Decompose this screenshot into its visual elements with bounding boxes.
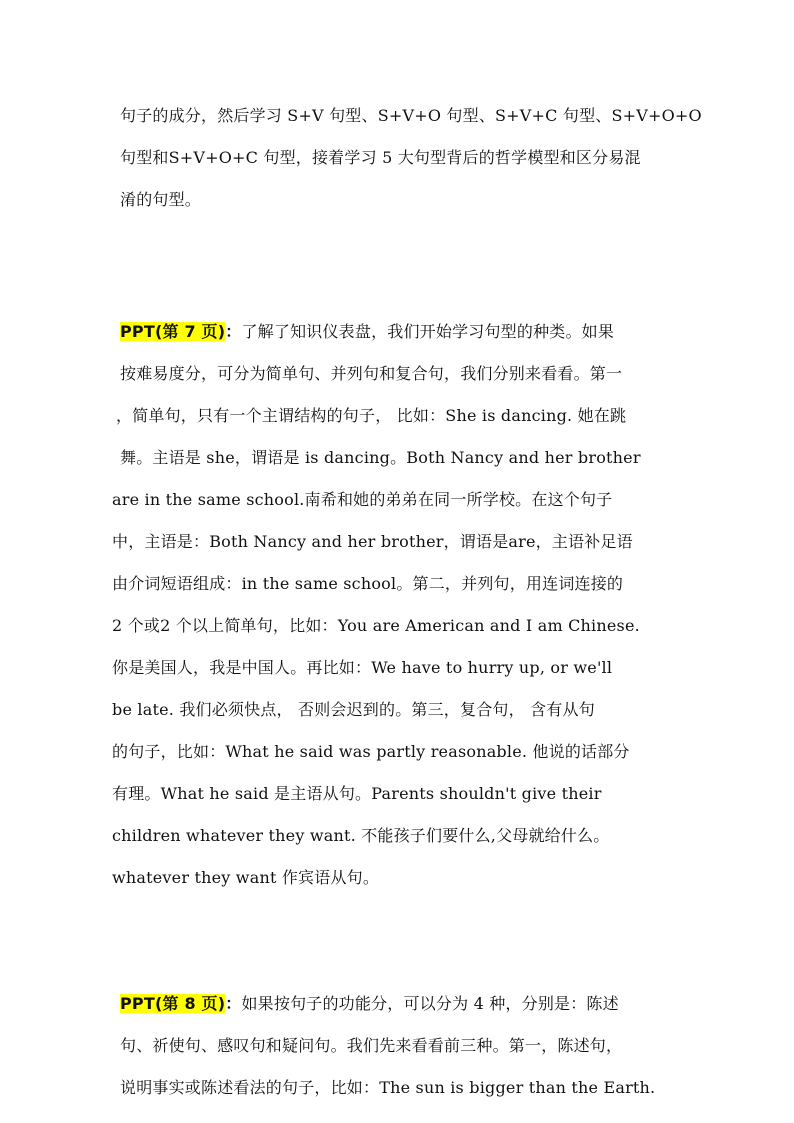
ppt7-line-11: 的句子，比如：What he said was partly reasonable. 他说的话部分 — [112, 742, 630, 761]
ppt7-label: PPT(第 7 页) — [120, 322, 226, 341]
ppt8-label: PPT(第 8 页) — [120, 994, 226, 1013]
ppt7-line-10: be late. 我们必须快点， 否则会迟到的。第三，复合句， 含有从句 — [112, 700, 595, 719]
ppt7-colon: ： — [225, 322, 242, 341]
ppt7-line-7: 由介词短语组成：in the same school。第二，并列句，用连词连接的 — [112, 574, 624, 593]
intro-line-2: 句型和S+V+O+C 句型，接着学习 5 大句型背后的哲学模型和区分易混 — [120, 148, 641, 167]
ppt7-line-12: 有理。What he said 是主语从句。Parents shouldn't give their — [112, 784, 602, 803]
ppt7-line-6: 中，主语是：Both Nancy and her brother，谓语是are，主语补足语 — [112, 532, 633, 551]
intro-line-1: 句子的成分，然后学习 S+V 句型、S+V+O 句型、S+V+C 句型、S+V+O+O — [120, 106, 702, 125]
ppt7-first-line — [120, 322, 614, 342]
ppt7-line-5: are in the same school.南希和她的弟弟在同一所学校。在这个句子 — [112, 490, 613, 509]
intro-line-3: 淆的句型。 — [120, 190, 202, 209]
ppt7-line-9: 你是美国人，我是中国人。再比如：We have to hurry up, or we'll — [112, 658, 613, 677]
ppt7-line-1: 了解了知识仪表盘，我们开始学习句型的种类。如果 — [241, 322, 615, 341]
ppt8-line-1: 如果按句子的功能分，可以分为 4 种，分别是：陈述 — [241, 994, 619, 1013]
ppt7-line-2: 按难易度分，可分为简单句、并列句和复合句，我们分别来看看。第一 — [120, 364, 623, 383]
ppt8-line-2: 句、祈使句、感叹句和疑问句。我们先来看看前三种。第一，陈述句， — [120, 1036, 623, 1055]
ppt7-line-3: ，简单句，只有一个主谓结构的句子， 比如：She is dancing. 她在跳 — [116, 406, 627, 425]
ppt8-line-3: 说明事实或陈述看法的句子，比如：The sun is bigger than the Earth. — [120, 1078, 656, 1097]
ppt8-colon: ： — [225, 994, 242, 1013]
ppt7-line-8: 2 个或2 个以上简单句，比如：You are American and I am Chinese. — [112, 616, 640, 635]
ppt8-first-line — [120, 994, 619, 1014]
ppt7-line-14: whatever they want 作宾语从句。 — [112, 868, 380, 887]
ppt7-line-4: 舞。主语是 she，谓语是 is dancing。Both Nancy and her brother — [120, 448, 641, 467]
ppt7-line-13: children whatever they want. 不能孩子们要什么,父母就给什么。 — [112, 826, 610, 845]
